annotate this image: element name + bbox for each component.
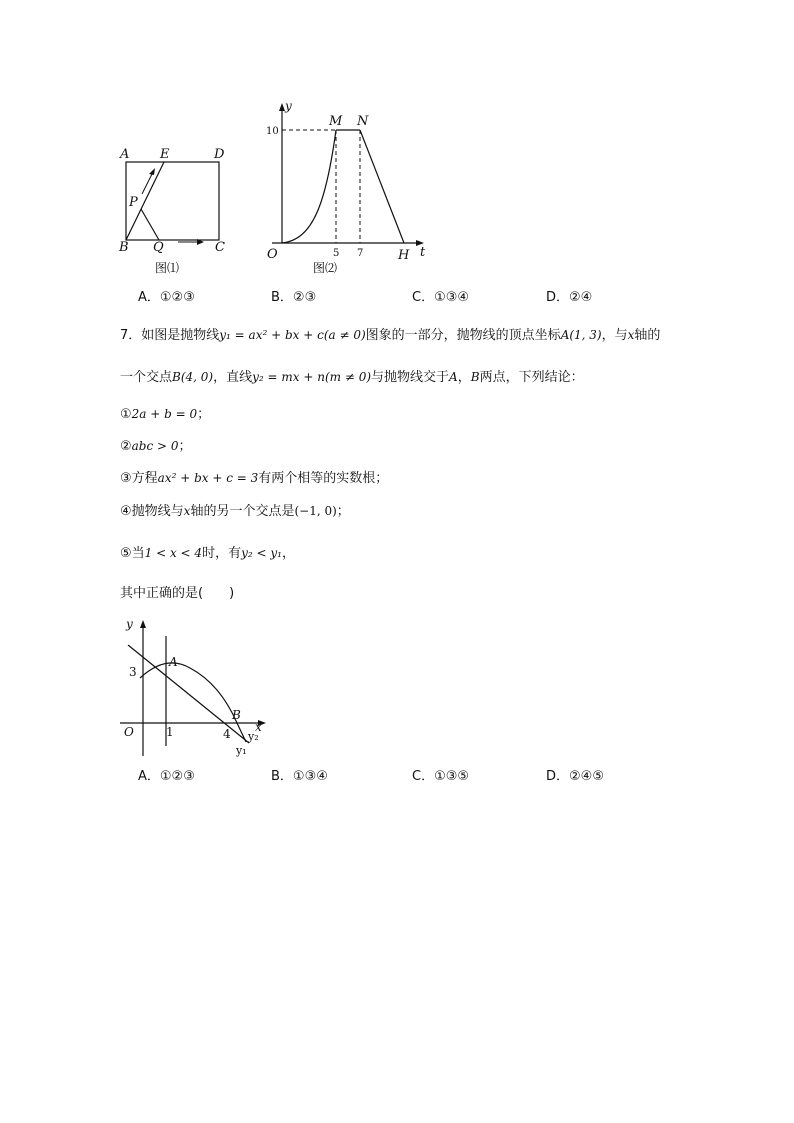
label-y1: y₁	[236, 744, 247, 757]
q6-option-d[interactable]: D．②④	[546, 290, 593, 305]
caption-figure-1: 图⑴	[155, 261, 180, 275]
label-n: N	[357, 114, 369, 129]
q7-option-d[interactable]: D．②④⑤	[546, 769, 604, 784]
figure-2-graph	[258, 98, 438, 278]
q7-option-b[interactable]: B．①③④	[271, 769, 328, 784]
statement-text: ③方程	[120, 471, 158, 486]
point-b-symbol: B	[470, 370, 480, 384]
x-symbol: x	[183, 504, 191, 518]
statement-text: ⑤当	[120, 546, 145, 561]
q7-option-c[interactable]: C．①③⑤	[412, 769, 470, 784]
q7-stem-text: ，	[457, 370, 471, 385]
statement-5-inequality: y₂ < y₁	[241, 546, 282, 560]
q7-stem-text: 两点，下列结论：	[479, 370, 584, 385]
q7-stem-text: 轴的	[634, 328, 661, 343]
label-o: O	[124, 725, 134, 739]
label-d: D	[214, 147, 225, 162]
label-five: 5	[333, 248, 340, 259]
line-equation: y₂ = mx + n(m ≠ 0)	[252, 370, 372, 384]
label-m: M	[329, 114, 343, 129]
statement-punct: ；	[197, 407, 211, 422]
vertex-coordinate: A(1, 3)	[560, 328, 602, 342]
q7-question: 其中正确的是( )	[120, 586, 235, 601]
label-b: B	[232, 708, 241, 722]
label-a: A	[120, 147, 130, 162]
label-t: t	[420, 245, 426, 260]
rectangle-abcd	[126, 162, 219, 240]
statement-4	[120, 502, 350, 521]
statement-text: 有两个相等的实数根；	[258, 471, 389, 486]
label-seven: 7	[357, 248, 364, 259]
statement-4-math: (−1, 0)	[294, 504, 337, 518]
segment-pq	[141, 209, 159, 240]
label-b: B	[119, 240, 129, 255]
statement-5	[120, 544, 295, 563]
q7-option-a[interactable]: A．①②③	[138, 769, 195, 784]
q6-option-c[interactable]: C．①③④	[412, 290, 470, 305]
label-y2: y₂	[248, 730, 259, 743]
label-a: A	[169, 655, 178, 669]
q7-stem-text: 图象的一部分，抛物线的顶点坐标	[365, 328, 561, 343]
curve-o-to-m	[282, 130, 336, 243]
statement-number: ②	[120, 439, 132, 454]
figure-3-parabola-line	[114, 616, 274, 762]
statement-5-math: 1 < x < 4	[144, 546, 203, 560]
statement-punct: ，	[281, 546, 295, 561]
statement-number: ①	[120, 407, 132, 422]
statement-1	[120, 405, 210, 424]
statement-text: 时，有	[202, 546, 242, 561]
segment-nh	[360, 130, 404, 243]
q7-stem-text: 一个交点	[120, 370, 173, 385]
statement-3	[120, 469, 388, 488]
label-y: y	[285, 99, 292, 113]
statement-2	[120, 437, 192, 456]
statement-punct: ；	[178, 439, 192, 454]
q7-stem-line-1	[120, 326, 660, 345]
q7-stem-text: 与抛物线交于	[371, 370, 450, 385]
statement-text: ④抛物线与	[120, 504, 184, 519]
label-h: H	[398, 248, 410, 263]
label-x: x	[255, 720, 262, 734]
q6-option-b[interactable]: B．②③	[271, 290, 317, 305]
label-ten: 10	[266, 126, 279, 137]
label-e: E	[160, 147, 170, 162]
point-a-symbol: A	[449, 370, 458, 384]
statement-1-math: 2a + b = 0	[131, 407, 198, 421]
caption-figure-2: 图⑵	[313, 261, 338, 275]
q7-stem-text: ，与	[601, 328, 628, 343]
label-three: 3	[129, 665, 137, 679]
arrowhead-up	[149, 168, 155, 175]
q6-option-a[interactable]: A．①②③	[138, 290, 195, 305]
label-y: y	[126, 617, 133, 631]
statement-2-math: abc > 0	[131, 439, 179, 453]
statement-3-math: ax² + bx + c = 3	[157, 471, 259, 485]
label-o: O	[267, 247, 278, 262]
label-p: P	[129, 195, 138, 210]
q7-stem-line-2	[120, 368, 584, 387]
q7-stem-text: ，直线	[213, 370, 253, 385]
point-b-coordinate: B(4, 0)	[172, 370, 214, 384]
label-c: C	[215, 240, 225, 255]
label-one: 1	[166, 725, 174, 739]
q7-number-text: 7．如图是抛物线	[120, 328, 220, 343]
label-q: Q	[153, 240, 164, 255]
parabola-equation: y₁ = ax² + bx + c(a ≠ 0)	[219, 328, 366, 342]
straight-line-y2	[128, 645, 249, 743]
statement-punct: ；	[336, 504, 350, 519]
x-symbol: x	[627, 328, 635, 342]
label-four: 4	[223, 727, 231, 741]
figure-1-rectangle	[112, 140, 242, 280]
statement-text: 轴的另一个交点是	[190, 504, 295, 519]
y-axis-arrow	[140, 620, 146, 628]
